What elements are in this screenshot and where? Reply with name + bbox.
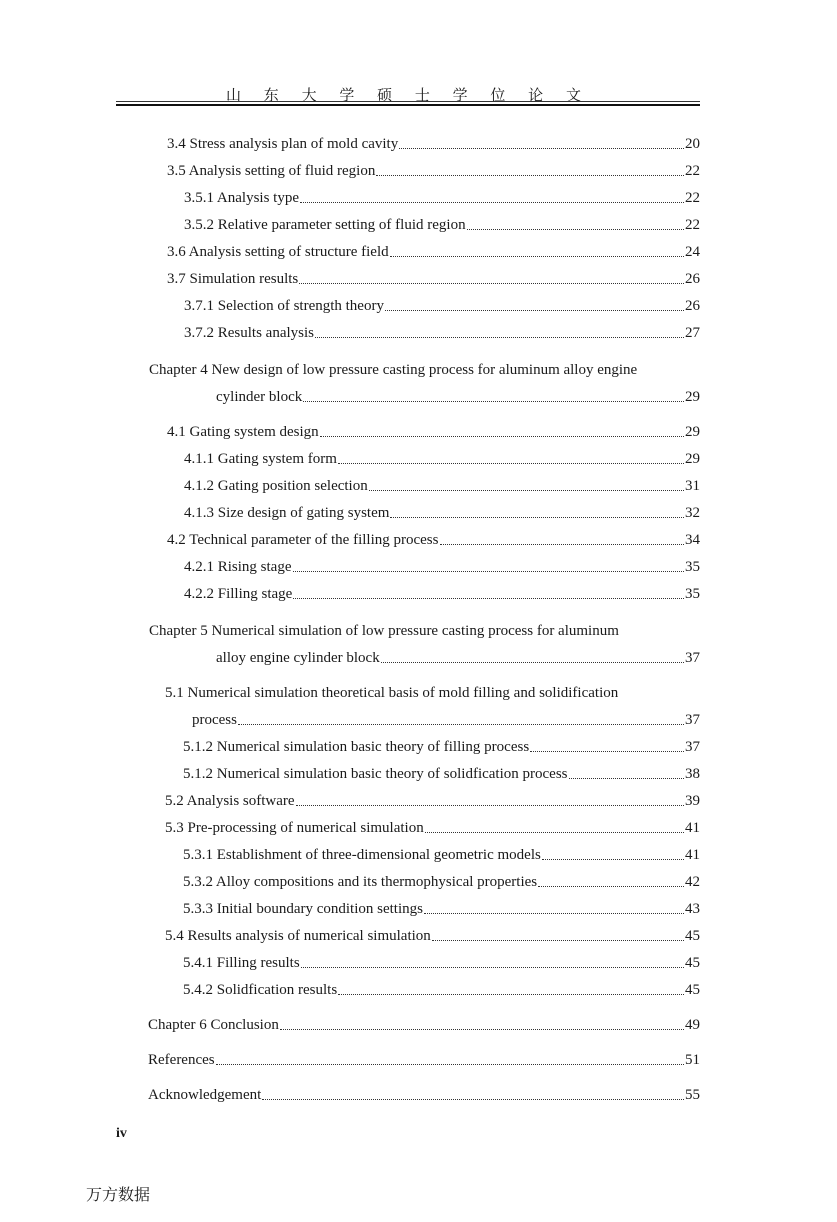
toc-entry-page: 38	[685, 766, 700, 782]
toc-entry-page: 31	[685, 478, 700, 494]
toc-leader-dots	[369, 489, 684, 491]
toc-entry-page: 26	[685, 271, 700, 287]
toc-leader-dots	[338, 462, 684, 464]
toc-entry-page: 41	[685, 847, 700, 863]
toc-leader-dots	[280, 1028, 684, 1030]
toc-leader-dots	[538, 885, 684, 887]
toc-entry-title: 5.3.2 Alloy compositions and its thermophysical properties	[183, 874, 538, 890]
toc-entry-page: 37	[685, 712, 700, 728]
toc-entry[interactable]	[167, 135, 700, 153]
toc-entry[interactable]	[184, 477, 700, 495]
toc-entry-page: 22	[685, 190, 700, 206]
toc-entry[interactable]	[184, 189, 700, 207]
toc-leader-dots	[216, 1063, 684, 1065]
toc-entry[interactable]	[183, 954, 700, 972]
toc-entry-title: 5.4.1 Filling results	[183, 955, 300, 971]
toc-entry-title: 4.1.1 Gating system form	[184, 451, 337, 467]
toc-entry-title: 4.2.2 Filling stage	[184, 586, 293, 602]
toc-entry[interactable]	[184, 504, 700, 522]
toc-entry-title: 5.3 Pre-processing of numerical simulation	[165, 820, 424, 836]
toc-entry[interactable]	[148, 1016, 700, 1034]
toc-leader-dots	[320, 435, 684, 437]
toc-chapter-title[interactable]: Chapter 5 Numerical simulation of low pressure casting process for aluminum	[149, 623, 619, 639]
toc-entry-page: 27	[685, 325, 700, 341]
toc-leader-dots	[467, 228, 684, 230]
watermark: 万方数据	[86, 1185, 151, 1204]
toc-entry[interactable]	[165, 819, 700, 837]
toc-entry[interactable]	[167, 243, 700, 261]
toc-entry-page: 41	[685, 820, 700, 836]
toc-leader-dots	[296, 804, 684, 806]
toc-entry[interactable]	[183, 981, 700, 999]
toc-entry-title: process	[192, 712, 237, 728]
toc-entry-page: 29	[685, 424, 700, 440]
toc-entry[interactable]	[165, 927, 700, 945]
toc-entry-title: 4.1.3 Size design of gating system	[184, 505, 390, 521]
toc-entry-page: 37	[685, 739, 700, 755]
toc-entry-page: 42	[685, 874, 700, 890]
toc-entry[interactable]	[167, 423, 700, 441]
toc-leader-dots	[440, 543, 685, 545]
toc-entry-title: 3.6 Analysis setting of structure field	[167, 244, 389, 260]
toc-leader-dots	[315, 336, 684, 338]
toc-entry[interactable]	[184, 585, 700, 603]
toc-leader-dots	[530, 750, 684, 752]
toc-entry[interactable]	[148, 1086, 700, 1104]
toc-entry-page: 35	[685, 586, 700, 602]
toc-entry-page: 45	[685, 982, 700, 998]
toc-leader-dots	[424, 912, 684, 914]
toc-entry-page: 24	[685, 244, 700, 260]
toc-entry-page: 22	[685, 163, 700, 179]
toc-leader-dots	[300, 201, 684, 203]
toc-entry-title: Acknowledgement	[148, 1087, 262, 1103]
toc-entry[interactable]	[183, 846, 700, 864]
toc-leader-dots	[238, 723, 684, 725]
toc-leader-dots	[293, 570, 685, 572]
toc-entry-page: 45	[685, 928, 700, 944]
toc-entry-title: 4.1 Gating system design	[167, 424, 319, 440]
toc-leader-dots	[299, 282, 684, 284]
header-rule	[116, 104, 700, 106]
toc-entry[interactable]	[183, 873, 700, 891]
toc-entry-page: 32	[685, 505, 700, 521]
header-rule-thin	[116, 101, 700, 102]
toc-leader-dots	[385, 309, 684, 311]
toc-entry[interactable]	[167, 531, 700, 549]
toc-entry[interactable]	[165, 792, 700, 810]
toc-entry-title: 3.5 Analysis setting of fluid region	[167, 163, 376, 179]
toc-entry[interactable]	[184, 216, 700, 234]
toc-entry-title: 5.3.3 Initial boundary condition settings	[183, 901, 423, 917]
toc-leader-dots	[293, 597, 684, 599]
toc-entry-title: Chapter 6 Conclusion	[148, 1017, 279, 1033]
toc-entry[interactable]	[192, 711, 700, 729]
toc-entry-title: 5.1.2 Numerical simulation basic theory of solidfication process	[183, 766, 568, 782]
toc-entry-page: 29	[685, 389, 700, 405]
toc-entry-page: 26	[685, 298, 700, 314]
toc-leader-dots	[390, 255, 684, 257]
toc-entry-title: 5.4 Results analysis of numerical simulation	[165, 928, 431, 944]
toc-entry-title: 3.4 Stress analysis plan of mold cavity	[167, 136, 399, 152]
toc-entry-title: 4.1.2 Gating position selection	[184, 478, 368, 494]
toc-leader-dots	[542, 858, 684, 860]
toc-entry[interactable]	[216, 649, 700, 667]
toc-entry-page: 29	[685, 451, 700, 467]
toc-entry[interactable]	[167, 270, 700, 288]
toc-entry[interactable]	[184, 558, 700, 576]
toc-leader-dots	[569, 777, 685, 779]
toc-leader-dots	[301, 966, 684, 968]
toc-entry-title: 3.7.1 Selection of strength theory	[184, 298, 384, 314]
toc-leader-dots	[381, 661, 684, 663]
toc-entry-page: 22	[685, 217, 700, 233]
toc-entry-title: 3.5.2 Relative parameter setting of fluid region	[184, 217, 466, 233]
toc-entry-title: 5.2 Analysis software	[165, 793, 295, 809]
toc-entry-page: 39	[685, 793, 700, 809]
toc-section-title[interactable]: 5.1 Numerical simulation theoretical basis of mold filling and solidification	[165, 685, 619, 701]
toc-entry[interactable]	[184, 297, 700, 315]
toc-entry[interactable]	[167, 162, 700, 180]
toc-entry-title: 5.1.2 Numerical simulation basic theory of filling process	[183, 739, 530, 755]
toc-leader-dots	[338, 993, 684, 995]
toc-leader-dots	[425, 831, 684, 833]
toc-entry-title: 5.4.2 Solidfication results	[183, 982, 338, 998]
toc-entry-title: References	[148, 1052, 215, 1068]
toc-entry-title: 4.2.1 Rising stage	[184, 559, 292, 575]
toc-leader-dots	[432, 939, 684, 941]
toc-entry-page: 51	[685, 1052, 700, 1068]
toc-leader-dots	[390, 516, 684, 518]
toc-entry-title: cylinder block	[216, 389, 303, 405]
toc-entry[interactable]	[184, 450, 700, 468]
toc-entry-page: 20	[685, 136, 700, 152]
toc-entry-page: 35	[685, 559, 700, 575]
toc-entry[interactable]	[183, 900, 700, 918]
toc-entry-title: 5.3.1 Establishment of three-dimensional geometric models	[183, 847, 541, 863]
toc-entry-page: 37	[685, 650, 700, 666]
page-number: iv	[116, 1126, 127, 1141]
toc-entry-title: 3.7.2 Results analysis	[184, 325, 314, 341]
toc-leader-dots	[376, 174, 684, 176]
toc-entry-page: 45	[685, 955, 700, 971]
toc-entry[interactable]	[216, 388, 700, 406]
toc-leader-dots	[399, 147, 684, 149]
toc-entry[interactable]	[183, 738, 700, 756]
toc-entry-title: 3.7 Simulation results	[167, 271, 299, 287]
toc-entry-title: 4.2 Technical parameter of the filling process	[167, 532, 439, 548]
toc-entry[interactable]	[183, 765, 700, 783]
toc-entry-title: alloy engine cylinder block	[216, 650, 380, 666]
running-header: 山 东 大 学 硕 士 学 位 论 文	[226, 86, 590, 104]
toc-leader-dots	[262, 1098, 684, 1100]
toc-entry-page: 34	[685, 532, 700, 548]
toc-entry[interactable]	[184, 324, 700, 342]
toc-entry[interactable]	[148, 1051, 700, 1069]
toc-entry-page: 43	[685, 901, 700, 917]
toc-chapter-title[interactable]: Chapter 4 New design of low pressure casting process for aluminum alloy engine	[149, 362, 638, 378]
toc-entry-page: 55	[685, 1087, 700, 1103]
toc-entry-page: 49	[685, 1017, 700, 1033]
toc-entry-title: 3.5.1 Analysis type	[184, 190, 299, 206]
toc-leader-dots	[303, 400, 684, 402]
